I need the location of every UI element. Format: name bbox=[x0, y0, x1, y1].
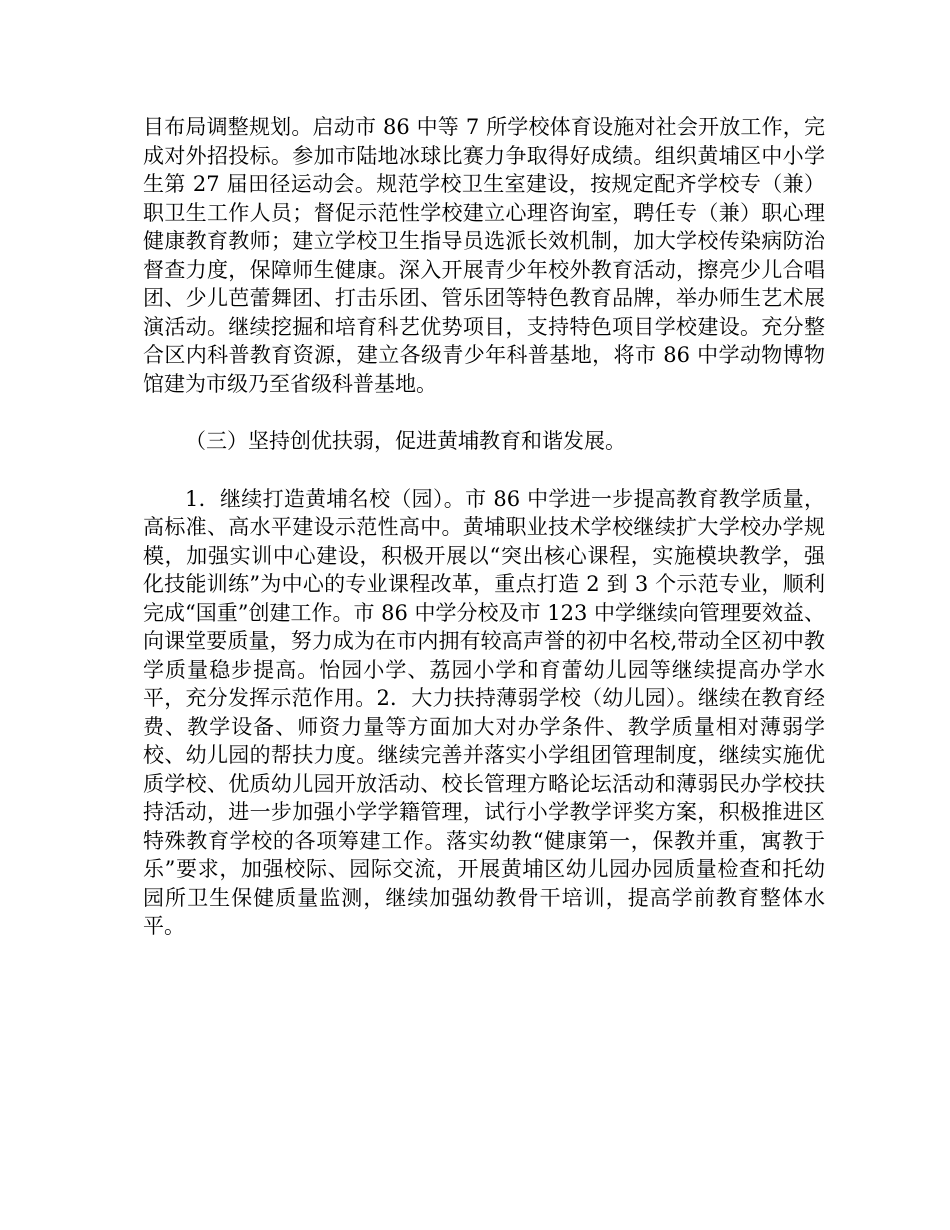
paragraph-sports-health-arts: 目布局调整规划。启动市 86 中等 7 所学校体育设施对社会开放工作，完成对外招投标。参加市陆地冰球比赛力争取得好成绩。组织黄埔区中小学生第 27 届田径运动会。规范学校卫生室建设，按规定配齐学校专（兼）职卫生工作人员；督促示范性学校建立心理咨询室，聘任专（兼）职心理健康教育教师；建立学校卫生指导员选派长效机制，加大学校传染病防治督查力度，保障师生健康。深入开展青少年校外教育活动，擦亮少儿合唱团、少儿芭蕾舞团、打击乐团、管乐团等特色教育品牌，举办师生艺术展演活动。继续挖掘和培育科艺优势项目，支持特色项目学校建设。充分整合区内科普教育资源，建立各级青少年科普基地，将市 86 中学动物博物馆建为市级乃至省级科普基地。 bbox=[143, 115, 825, 396]
document-page bbox=[143, 113, 825, 941]
section-heading-three: （三）坚持创优扶弱，促进黄埔教育和谐发展。 bbox=[185, 429, 626, 453]
paragraph-famous-schools-support-weak: 1．继续打造黄埔名校（园）。市 86 中学进一步提高教育教学质量，高标准、高水平建设示范性高中。黄埔职业技术学校继续扩大学校办学规模，加强实训中心建设，积极开展以“突出核心课程，实施模块教学，强化技能训练”为中心的专业课程改革，重点打造 2 到 3 个示范专业，顺利完成“国重”创建工作。市 86 中学分校及市 123 中学继续向管理要效益、向课堂要质量，努力成为在市内拥有较高声誉的初中名校,带动全区初中教学质量稳步提高。怡园小学、荔园小学和育蕾幼儿园等继续提高办学水平，充分发挥示范作用。2．大力扶持薄弱学校（幼儿园）。继续在教育经费、教学设备、师资力量等方面加大对办学条件、教学质量相对薄弱学校、幼儿园的帮扶力度。继续完善并落实小学组团管理制度，继续实施优质学校、优质幼儿园开放活动、校长管理方略论坛活动和薄弱民办学校扶持活动，进一步加强小学学籍管理，试行小学教学评奖方案，积极推进区特殊教育学校的各项筹建工作。落实幼教“健康第一，保教并重，寓教于乐”要求，加强校际、园际交流，开展黄埔区幼儿园办园质量检查和托幼园所卫生保健质量监测，继续加强幼教骨干培训，提高学前教育整体水平。 bbox=[143, 486, 825, 938]
